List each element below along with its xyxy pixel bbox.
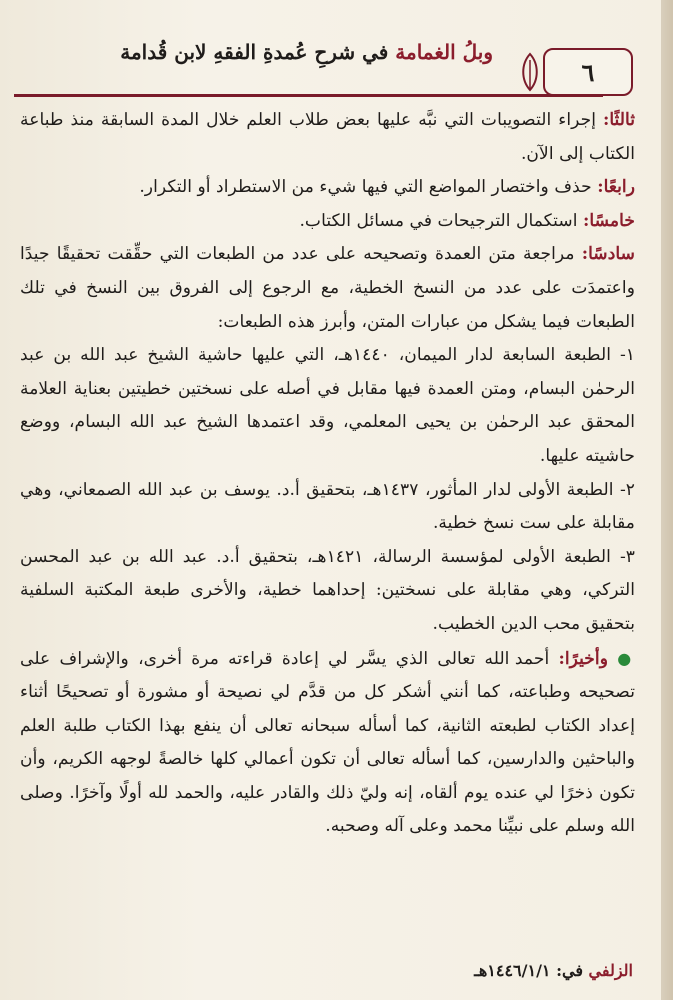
page-edge [661, 0, 673, 1000]
running-title-rest: في شرحِ عُمدةِ الفقهِ لابن قُدامة [120, 40, 389, 64]
paragraph-text: ٣- الطبعة الأولى لمؤسسة الرسالة، ١٤٢١هـ، بتحقيق أ.د. عبد الله بن عبد المحسن التركي، وهي مقابلة على نسختين: إحداهما خطية، والأخرى طبعة المكتبة السلفية بتحقيق محب الدين الخطيب. [20, 546, 635, 634]
signature-line [380, 961, 633, 980]
paragraph-label: سادسًا: [581, 244, 635, 265]
paragraph-text: ٢- الطبعة الأولى لدار المأثور، ١٤٣٧هـ، بتحقيق أ.د. يوسف بن عبد الله الصمعاني، وهي مقابلة على ست نسخ خطية. [20, 479, 635, 534]
running-title [120, 40, 493, 64]
paragraph-fifth [20, 205, 635, 239]
paragraph-label: خامسًا: [583, 210, 635, 231]
page-header [14, 30, 633, 100]
paragraph-text: إجراء التصويبات التي نبَّه عليها بعض طلاب العلم خلال المدة السابقة منذ طباعة الكتاب إلى الآن. [20, 110, 635, 164]
edition-item-3 [20, 541, 635, 642]
running-title-accent: وبلُ الغمامة [395, 40, 493, 64]
paragraph-fourth [20, 171, 635, 205]
paragraph-text: حذف واختصار المواضع التي فيها شيء من الاستطراد أو التكرار. [139, 177, 592, 198]
paragraph-sixth [20, 238, 635, 339]
leaf-ornament-icon [517, 52, 543, 92]
paragraph-text: ١- الطبعة السابعة لدار الميمان، ١٤٤٠هـ، التي عليها حاشية الشيخ عبد الله بن عبد الرحمٰن البسام، ومتن العمدة فيها مقابل في أصله على نسختين خطيتين بعناية العلامة المحقق عبد الرحمٰن بن يحيى المعلمي، وقد اعتمدها الشيخ عبد الله البسام، ووضع حاشيته عليها. [20, 345, 635, 466]
paragraph-label: وأخيرًا: [558, 648, 609, 669]
edition-item-2 [20, 474, 635, 541]
signature-name: الزلفي [588, 961, 633, 980]
paragraph-finally [20, 642, 635, 845]
paragraph-text: أحمد الله تعالى الذي يسَّر لي إعادة قراءته مرة أخرى، والإشراف على تصحيحه وطباعته، كما أنني أشكر كل من قدَّم لي نصيحة أو مشورة أو تصحيحًا أثناء إعداد الكتاب لطبعته الثانية، كما أسأله سبحانه تعالى أن ينفع بهذا الكتاب طلبة العلم والباحثين والدارسين، كما أسأله تعالى أن تكون أعمالي كلها خالصةً لوجهه الكريم، وأن تكون ذخرًا لي عنده يوم ألقاه، إنه وليّ ذلك والقادر عليه، والحمد لله أولًا وآخرًا. وصلى الله وسلم على نبيِّنا محمد وعلى آله وصحبه. [20, 648, 635, 837]
paragraph-label: رابعًا: [597, 177, 635, 198]
edition-item-1 [20, 339, 635, 473]
paragraph-label: ثالثًا: [602, 110, 635, 130]
page-number: ٦ [543, 48, 633, 96]
bullet-icon: ● [617, 648, 635, 668]
paragraph-text: استكمال الترجيحات في مسائل الكتاب. [299, 210, 578, 231]
paragraph-text: مراجعة متن العمدة وتصحيحه على عدد من الطبعات التي حقِّقت تحقيقًا جيدًا واعتمدَت على عدد من النسخ الخطية، مع الرجوع إلى الفروق بين النسخ في تلك الطبعات فيما يشكل من عبارات المتن، وأبرز هذه الطبعات: [20, 244, 635, 332]
signature-date: في: ١٤٤٦/١/١هـ [474, 961, 583, 980]
body-text [20, 104, 635, 844]
paragraph-third [20, 104, 635, 171]
header-divider [14, 94, 603, 97]
